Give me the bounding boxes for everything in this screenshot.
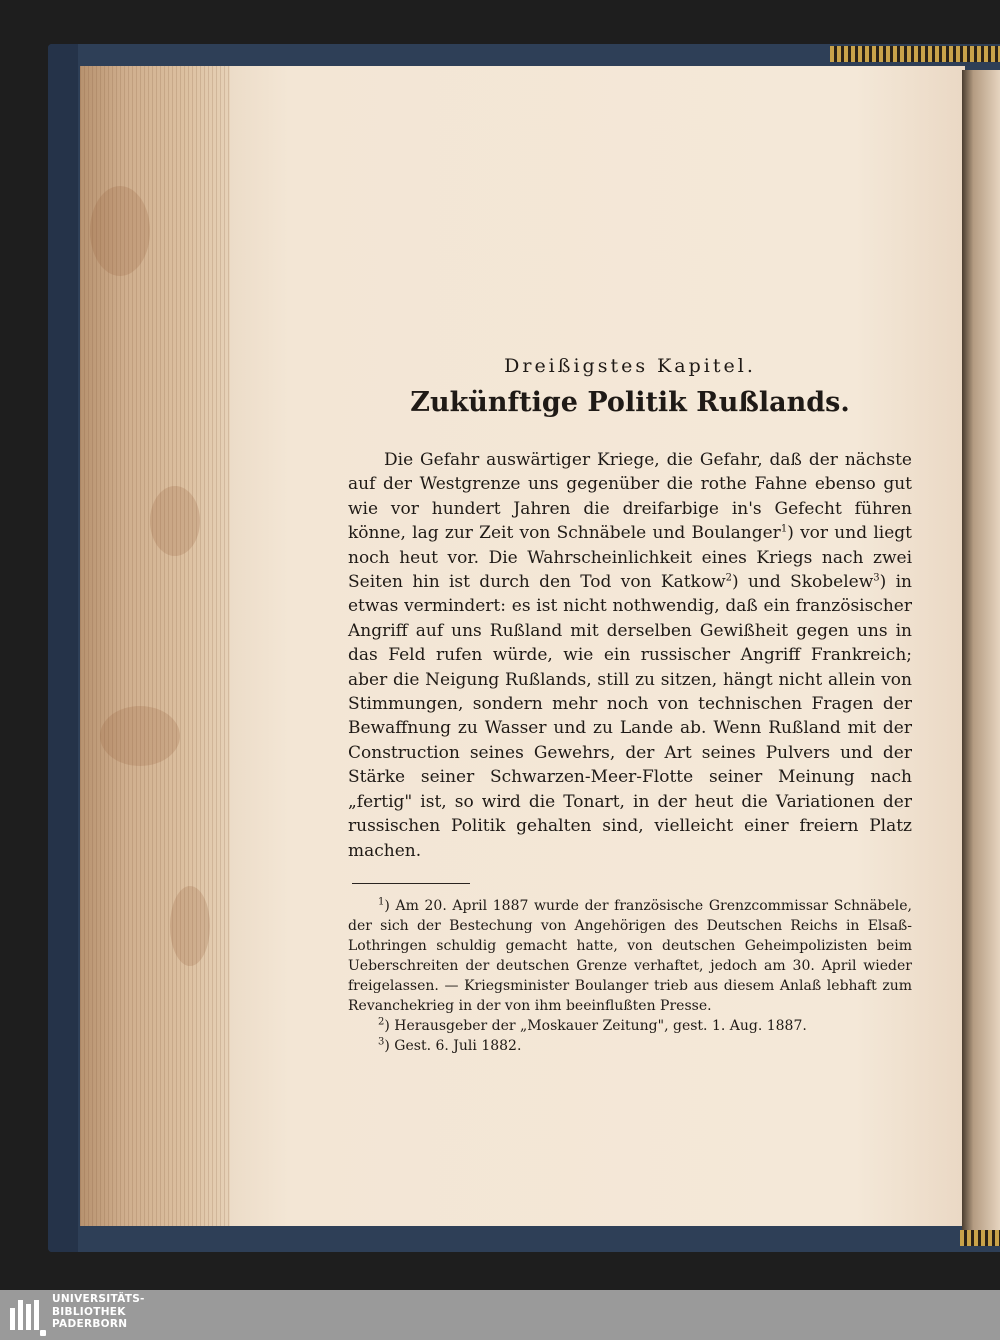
footnote-marker: 2	[725, 572, 733, 584]
footnote: $^2$) Herausgeber der „Moskauer Zeitung", gest. 1. Aug. 1887.	[378, 1016, 807, 1034]
footnote-marker: 1	[780, 523, 788, 535]
library-name	[52, 1293, 145, 1331]
headband-top	[830, 46, 1000, 62]
body-text-part: ) vor und liegt noch heut vor. Die Wahrscheinlichkeit eines Kriegs nach zwei Seiten hin ist durch den Tod von Katkow	[348, 523, 912, 593]
body-paragraph	[348, 448, 912, 863]
library-name-line: PADERBORN	[52, 1318, 128, 1330]
library-name-line: BIBLIOTHEK	[52, 1305, 126, 1318]
footnote-text: Gest. 6. Juli 1882.	[394, 1037, 522, 1054]
body-text-part: ) und Skobelew	[732, 572, 874, 593]
library-logo-icon	[6, 1294, 48, 1336]
footnotes	[348, 896, 912, 1056]
footnote: $^3$) Gest. 6. Juli 1882.	[378, 1036, 522, 1054]
book-cover-edge	[48, 44, 78, 1252]
foxing-stain	[170, 886, 210, 966]
footnote-marker: 3	[873, 572, 880, 584]
library-name-line: UNIVERSITÄTS-	[52, 1293, 145, 1305]
footer-bar	[0, 1290, 1000, 1340]
foxing-stain	[100, 706, 180, 766]
body-text-part: Die Gefahr auswärtiger Kriege, die Gefahr, daß der nächste auf der Westgrenze uns gegenüber die rothe Fahne ebenso gut wie vor hundert Jahren die dreifarbige in's Gefecht führen könne, lag zur Zeit von Schnäbele und Boulanger	[348, 450, 912, 544]
foxing-stain	[90, 186, 150, 276]
facing-page-gutter	[962, 70, 1000, 1230]
footnote-number: 3	[378, 1036, 385, 1048]
chapter-heading: Dreißigstes Kapitel.	[504, 355, 756, 377]
footnote-text: Am 20. April 1887 wurde der französische Grenzcommissar Schnäbele, der sich der Bestechung von Angehörigen des Deutschen Reichs in Elsaß-Lothringen schuldig gemacht hatte, von deutschen Geheimpolizisten beim Ueberschreiten der deutschen Grenze verhaftet, jedoch am 30. April wieder freigelassen. — Kriegsminister Boulanger trieb aus diesem Anlaß lebhaft zum Revanchekrieg in der von ihm beeinflußten Presse.	[348, 897, 912, 1014]
footnote-number: 1	[378, 896, 385, 908]
foxing-stain	[150, 486, 200, 556]
headband-bottom	[960, 1230, 1000, 1246]
body-text-part: ) in etwas vermindert: es ist nicht nothwendig, daß ein französischer Angriff auf uns Rußland mit derselben Gewißheit gegen uns in das Feld rufen würde, wie ein russischer Angriff Frankreich; aber die Neigung Rußlands, still zu sitzen, hängt nicht allein von Stimmungen, sondern mehr noch von technischen Fragen der Bewaffnung zu Wasser und zu Lande ab. Wenn Rußland mit der Construction seines Gewehrs, der Art seines Pulvers und der Stärke seiner Schwarzen-Meer-Flotte seiner Meinung nach „fertig" ist, so wird die Tonart, in der heut die Variationen der russischen Politik gehalten sind, vielleicht einer freiern Platz machen.	[348, 572, 912, 861]
page-text-block	[348, 355, 912, 1056]
page-edges	[80, 66, 230, 1226]
footnote-rule	[352, 883, 470, 884]
footnote: $^1$) Am 20. April 1887 wurde der französische Grenzcommissar Schnäbele, der sich der Bestechung von Angehörigen des Deutschen Reichs in Elsaß-Lothringen schuldig gemacht hatte, von deutschen Geheimpolizisten beim Ueberschreiten der deutschen Grenze verhaftet, jedoch am 30. April wieder freigelassen. — Kriegsminister Boulanger trieb aus diesem Anlaß lebhaft zum Revanchekrieg in der von ihm beeinflußten Presse.	[348, 896, 912, 1014]
footnote-text: Herausgeber der „Moskauer Zeitung", gest. 1. Aug. 1887.	[394, 1017, 807, 1034]
chapter-title: Zukünftige Politik Rußlands.	[410, 387, 850, 418]
footnote-number: 2	[378, 1016, 385, 1028]
